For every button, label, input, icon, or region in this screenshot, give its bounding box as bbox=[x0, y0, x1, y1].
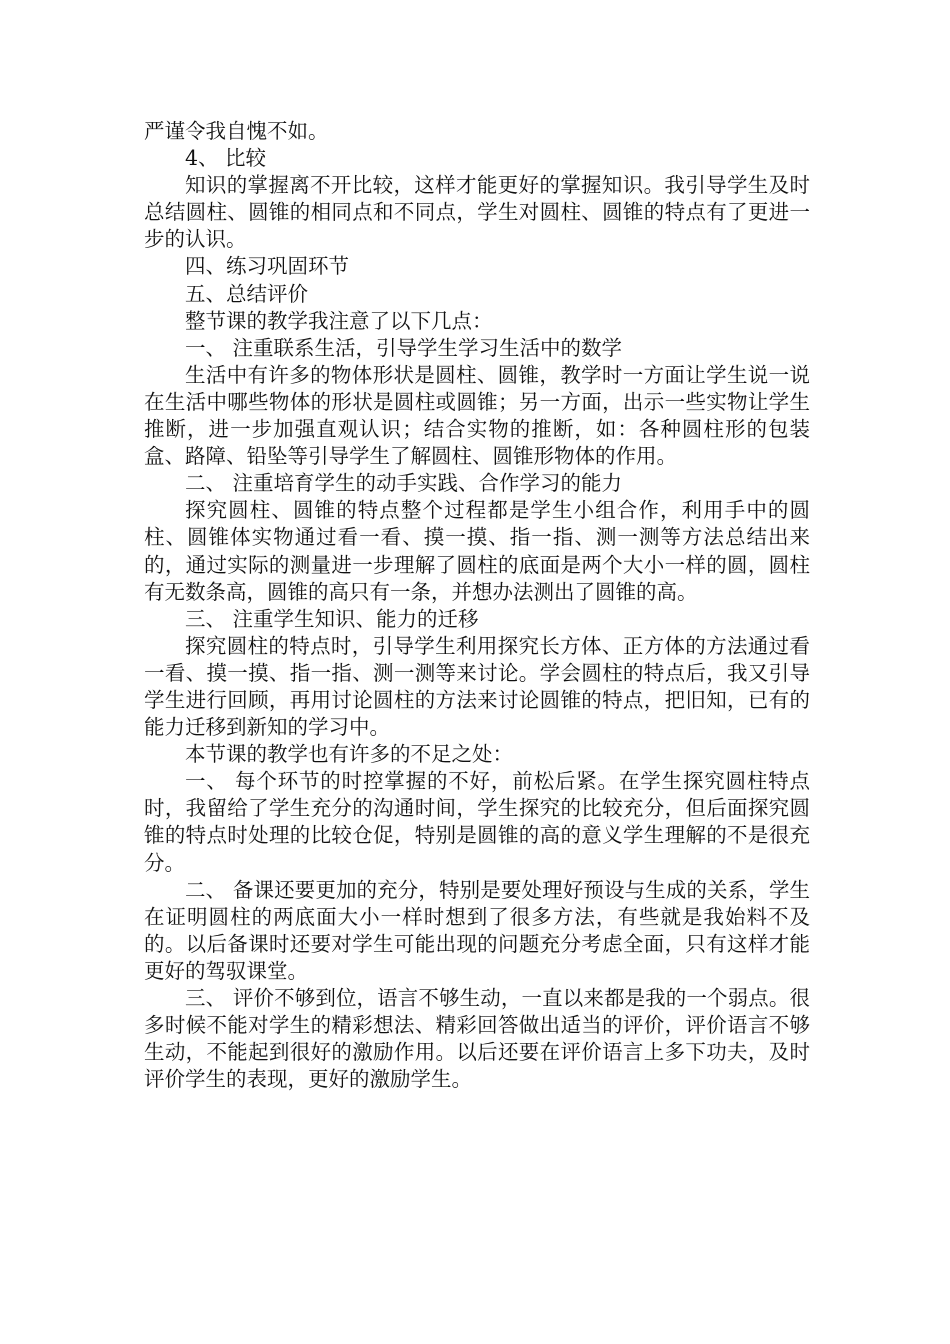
paragraph-shortcoming-three: 三、 评价不够到位，语言不够生动，一直以来都是我的一个弱点。很多时候不能对学生的精彩想法、精彩回答做出适当的评价，评价语言不够生动，不能起到很好的激励作用。以后还要在评价语言上多下功夫，及时评价学生的表现，更好的激励学生。 bbox=[144, 986, 810, 1092]
heading-practice: 四、练习巩固环节 bbox=[185, 254, 349, 279]
paragraph-point-three: 探究圆柱的特点时，引导学生利用探究长方体、正方体的方法通过看一看、摸一摸、指一指、测一测等来讨论。学会圆柱的特点后，我又引导学生进行回顾，再用讨论圆柱的方法来讨论圆锥的特点，把旧知，已有的能力迁移到新知的学习中。 bbox=[144, 633, 810, 740]
heading-point-one: 一、 注重联系生活，引导学生学习生活中的数学 bbox=[185, 335, 623, 360]
paragraph-shortcoming-two: 二、 备课还要更加的充分，特别是要处理好预设与生成的关系，学生在证明圆柱的两底面大小一样时想到了很多方法，有些就是我始料不及的。以后备课时还要对学生可能出现的问题充分考虑全面，只有这样才能更好的驾驭课堂。 bbox=[144, 877, 810, 983]
paragraph-intro-points: 整节课的教学我注意了以下几点： bbox=[185, 308, 493, 333]
paragraph-shortcoming-one: 一、 每个环节的时控掌握的不好，前松后紧。在学生探究圆柱特点时，我留给了学生充分的沟通时间，学生探究的比较充分，但后面探究圆锥的特点时处理的比较仓促，特别是圆锥的高的意义学生理解的不是很充分。 bbox=[144, 769, 810, 875]
heading-summary: 五、总结评价 bbox=[185, 281, 308, 306]
document-body bbox=[144, 118, 810, 1093]
paragraph-continuation: 严谨令我自愧不如。 bbox=[144, 119, 329, 143]
paragraph-point-one: 生活中有许多的物体形状是圆柱、圆锥，教学时一方面让学生说一说在生活中哪些物体的形状是圆柱或圆锥；另一方面，出示一些实物让学生推断，进一步加强直观认识；结合实物的推断，如：各种圆柱形的包装盒、路障、铅坠等引导学生了解圆柱、圆锥形物体的作用。 bbox=[144, 362, 810, 469]
heading-point-two: 二、 注重培育学生的动手实践、合作学习的能力 bbox=[185, 471, 623, 496]
paragraph-point-two: 探究圆柱、圆锥的特点整个过程都是学生小组合作，利用手中的圆柱、圆锥体实物通过看一看、摸一摸、指一指、测一测等方法总结出来的，通过实际的测量进一步理解了圆柱的底面是两个大小一样的圆，圆柱有无数条高，圆锥的高只有一条，并想办法测出了圆锥的高。 bbox=[144, 498, 810, 604]
paragraph-compare: 知识的掌握离不开比较，这样才能更好的掌握知识。我引导学生及时总结圆柱、圆锥的相同点和不同点，学生对圆柱、圆锥的特点有了更进一步的认识。 bbox=[144, 173, 810, 252]
heading-point-three: 三、 注重学生知识、能力的迁移 bbox=[185, 606, 479, 631]
paragraph-shortcomings-intro: 本节课的教学也有许多的不足之处： bbox=[185, 742, 513, 767]
heading-compare: 4、 比较 bbox=[185, 146, 267, 171]
